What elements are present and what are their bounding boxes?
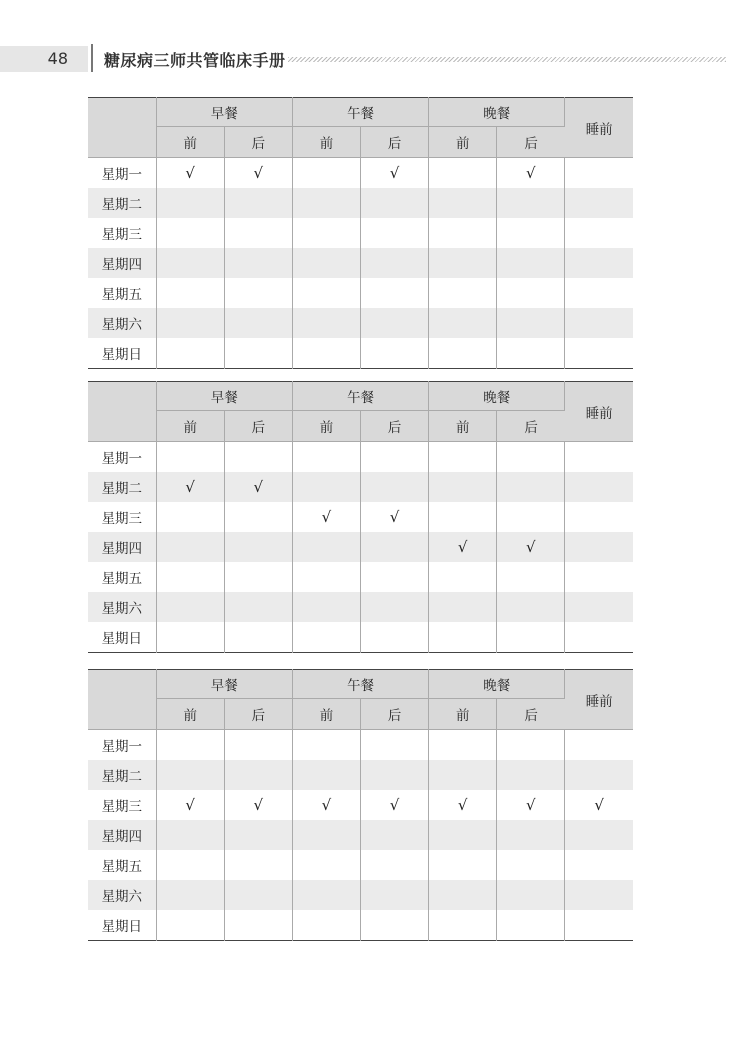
check-cell	[429, 158, 497, 189]
check-cell	[292, 158, 360, 189]
check-mark: √	[253, 796, 264, 814]
check-cell	[361, 820, 429, 850]
table-row	[88, 278, 633, 308]
check-cell	[156, 308, 224, 338]
check-cell	[224, 730, 292, 761]
check-cell	[292, 502, 360, 532]
check-cell	[224, 278, 292, 308]
header-divider	[91, 44, 93, 72]
check-cell	[292, 790, 360, 820]
check-cell	[292, 910, 360, 941]
check-cell	[224, 338, 292, 369]
check-cell	[292, 472, 360, 502]
day-label: 星期四	[88, 820, 156, 850]
day-label: 星期日	[88, 910, 156, 941]
check-cell	[497, 248, 565, 278]
check-cell	[361, 760, 429, 790]
table-row	[88, 850, 633, 880]
bedtime-header: 睡前	[565, 98, 633, 158]
check-cell	[565, 338, 633, 369]
check-cell	[361, 622, 429, 653]
table-row	[88, 308, 633, 338]
header-hatched-rule	[288, 57, 726, 62]
check-cell	[361, 308, 429, 338]
check-cell	[292, 308, 360, 338]
check-cell	[224, 790, 292, 820]
check-cell	[565, 850, 633, 880]
table-row	[88, 820, 633, 850]
check-cell	[224, 592, 292, 622]
check-cell	[292, 188, 360, 218]
table-row	[88, 472, 633, 502]
check-cell	[565, 880, 633, 910]
check-cell	[565, 760, 633, 790]
after-meal-header: 后	[361, 127, 429, 158]
day-label: 星期五	[88, 278, 156, 308]
check-mark: √	[253, 164, 264, 182]
table-row	[88, 248, 633, 278]
check-cell	[565, 218, 633, 248]
day-label: 星期二	[88, 472, 156, 502]
day-label: 星期三	[88, 502, 156, 532]
day-label: 星期五	[88, 562, 156, 592]
check-cell	[292, 850, 360, 880]
day-label: 星期一	[88, 442, 156, 473]
table-row	[88, 880, 633, 910]
check-cell	[565, 248, 633, 278]
meal-header: 晚餐	[429, 382, 565, 411]
check-cell	[565, 730, 633, 761]
check-cell	[565, 158, 633, 189]
check-cell	[361, 910, 429, 941]
day-label: 星期日	[88, 338, 156, 369]
check-cell	[224, 910, 292, 941]
running-header	[0, 42, 730, 76]
check-cell	[497, 158, 565, 189]
check-cell	[224, 218, 292, 248]
check-cell	[156, 820, 224, 850]
check-cell	[361, 248, 429, 278]
page-number-box	[0, 46, 88, 72]
check-cell	[565, 188, 633, 218]
check-cell	[497, 188, 565, 218]
check-cell	[224, 760, 292, 790]
check-cell	[361, 218, 429, 248]
check-cell	[292, 730, 360, 761]
check-cell	[361, 472, 429, 502]
check-cell	[429, 880, 497, 910]
check-cell	[429, 820, 497, 850]
after-meal-header: 后	[497, 699, 565, 730]
check-cell	[361, 338, 429, 369]
check-cell	[497, 730, 565, 761]
check-mark: √	[321, 796, 332, 814]
check-cell	[497, 442, 565, 473]
check-mark: √	[526, 796, 536, 814]
check-mark: √	[526, 164, 536, 182]
check-cell	[156, 338, 224, 369]
check-cell	[429, 248, 497, 278]
meal-header: 早餐	[156, 382, 292, 411]
table-row	[88, 622, 633, 653]
check-cell	[565, 910, 633, 941]
meal-header: 午餐	[292, 98, 428, 127]
day-label: 星期一	[88, 158, 156, 189]
check-cell	[497, 790, 565, 820]
before-meal-header: 前	[292, 127, 360, 158]
check-cell	[156, 502, 224, 532]
check-cell	[361, 592, 429, 622]
page-number: 48	[47, 49, 68, 68]
check-cell	[224, 472, 292, 502]
check-cell	[497, 820, 565, 850]
check-cell	[292, 532, 360, 562]
day-label: 星期六	[88, 880, 156, 910]
check-cell	[224, 562, 292, 592]
day-label: 星期六	[88, 308, 156, 338]
schedule-table-2	[88, 381, 633, 653]
check-cell	[156, 880, 224, 910]
before-meal-header: 前	[429, 411, 497, 442]
check-cell	[292, 562, 360, 592]
check-cell	[429, 442, 497, 473]
check-mark: √	[389, 796, 400, 814]
before-meal-header: 前	[292, 699, 360, 730]
check-mark: √	[185, 164, 195, 182]
meal-header: 早餐	[156, 98, 292, 127]
check-cell	[224, 820, 292, 850]
check-cell	[224, 532, 292, 562]
check-cell	[156, 248, 224, 278]
check-cell	[224, 502, 292, 532]
check-cell	[429, 218, 497, 248]
check-cell	[156, 622, 224, 653]
check-cell	[565, 592, 633, 622]
check-cell	[565, 502, 633, 532]
schedule-table-1	[88, 97, 633, 369]
check-cell	[497, 308, 565, 338]
check-cell	[361, 442, 429, 473]
before-meal-header: 前	[156, 411, 224, 442]
check-cell	[361, 502, 429, 532]
check-cell	[497, 592, 565, 622]
check-mark: √	[253, 478, 264, 496]
day-label: 星期一	[88, 730, 156, 761]
day-label: 星期五	[88, 850, 156, 880]
table-row	[88, 502, 633, 532]
check-cell	[429, 592, 497, 622]
before-meal-header: 前	[156, 127, 224, 158]
check-mark: √	[594, 796, 604, 814]
check-cell	[429, 760, 497, 790]
check-cell	[361, 790, 429, 820]
check-cell	[156, 188, 224, 218]
check-cell	[156, 472, 224, 502]
after-meal-header: 后	[361, 699, 429, 730]
table-row	[88, 188, 633, 218]
day-label: 星期三	[88, 790, 156, 820]
check-cell	[497, 850, 565, 880]
check-cell	[565, 278, 633, 308]
check-cell	[224, 850, 292, 880]
check-cell	[224, 442, 292, 473]
day-label: 星期三	[88, 218, 156, 248]
check-cell	[361, 562, 429, 592]
corner-cell	[88, 98, 156, 158]
day-label: 星期四	[88, 532, 156, 562]
check-cell	[156, 730, 224, 761]
check-cell	[429, 850, 497, 880]
day-label: 星期六	[88, 592, 156, 622]
before-meal-header: 前	[156, 699, 224, 730]
check-cell	[497, 622, 565, 653]
check-cell	[429, 338, 497, 369]
day-label: 星期四	[88, 248, 156, 278]
before-meal-header: 前	[429, 127, 497, 158]
meal-header: 午餐	[292, 670, 428, 699]
check-cell	[565, 820, 633, 850]
check-cell	[156, 850, 224, 880]
check-cell	[429, 562, 497, 592]
before-meal-header: 前	[292, 411, 360, 442]
check-cell	[156, 562, 224, 592]
check-cell	[429, 188, 497, 218]
check-cell	[292, 338, 360, 369]
check-cell	[361, 850, 429, 880]
table-row	[88, 442, 633, 473]
check-cell	[565, 532, 633, 562]
corner-cell	[88, 670, 156, 730]
table-row	[88, 338, 633, 369]
check-cell	[565, 790, 633, 820]
check-cell	[565, 442, 633, 473]
check-cell	[156, 218, 224, 248]
check-cell	[156, 790, 224, 820]
check-cell	[497, 502, 565, 532]
check-cell	[565, 472, 633, 502]
table-row	[88, 532, 633, 562]
check-mark: √	[457, 538, 468, 556]
check-cell	[361, 158, 429, 189]
table-row	[88, 760, 633, 790]
check-cell	[292, 442, 360, 473]
meal-header: 晚餐	[429, 98, 565, 127]
check-cell	[224, 158, 292, 189]
check-cell	[497, 760, 565, 790]
check-cell	[565, 622, 633, 653]
check-mark: √	[457, 796, 468, 814]
day-label: 星期二	[88, 760, 156, 790]
check-cell	[429, 532, 497, 562]
check-cell	[429, 502, 497, 532]
check-cell	[224, 880, 292, 910]
check-mark: √	[526, 538, 536, 556]
check-cell	[156, 532, 224, 562]
book-title: 糖尿病三师共管临床手册	[104, 51, 286, 70]
check-cell	[497, 532, 565, 562]
meal-header: 午餐	[292, 382, 428, 411]
bedtime-header: 睡前	[565, 382, 633, 442]
check-cell	[497, 472, 565, 502]
check-cell	[224, 188, 292, 218]
check-mark: √	[185, 796, 195, 814]
check-cell	[497, 278, 565, 308]
check-cell	[361, 730, 429, 761]
day-label: 星期二	[88, 188, 156, 218]
after-meal-header: 后	[497, 411, 565, 442]
check-cell	[497, 910, 565, 941]
check-cell	[156, 442, 224, 473]
check-cell	[361, 278, 429, 308]
check-cell	[292, 592, 360, 622]
check-cell	[429, 278, 497, 308]
after-meal-header: 后	[497, 127, 565, 158]
check-cell	[156, 910, 224, 941]
check-cell	[361, 188, 429, 218]
check-cell	[156, 760, 224, 790]
check-cell	[292, 218, 360, 248]
check-cell	[429, 910, 497, 941]
table-row	[88, 910, 633, 941]
check-cell	[292, 880, 360, 910]
check-cell	[156, 158, 224, 189]
after-meal-header: 后	[224, 127, 292, 158]
check-cell	[361, 532, 429, 562]
check-cell	[497, 880, 565, 910]
after-meal-header: 后	[361, 411, 429, 442]
check-cell	[497, 338, 565, 369]
table-row	[88, 218, 633, 248]
after-meal-header: 后	[224, 699, 292, 730]
check-mark: √	[389, 508, 400, 526]
check-cell	[224, 308, 292, 338]
schedule-table-3	[88, 669, 633, 941]
before-meal-header: 前	[429, 699, 497, 730]
check-cell	[292, 760, 360, 790]
corner-cell	[88, 382, 156, 442]
meal-header: 晚餐	[429, 670, 565, 699]
bedtime-header: 睡前	[565, 670, 633, 730]
check-cell	[292, 278, 360, 308]
table-row	[88, 562, 633, 592]
check-cell	[429, 730, 497, 761]
check-cell	[292, 820, 360, 850]
check-cell	[429, 622, 497, 653]
check-cell	[156, 278, 224, 308]
check-cell	[497, 562, 565, 592]
table-row	[88, 158, 633, 189]
check-cell	[497, 218, 565, 248]
check-cell	[224, 248, 292, 278]
check-mark: √	[185, 478, 195, 496]
table-row	[88, 592, 633, 622]
table-row	[88, 730, 633, 761]
day-label: 星期日	[88, 622, 156, 653]
check-cell	[292, 248, 360, 278]
check-mark: √	[389, 164, 400, 182]
table-row	[88, 790, 633, 820]
check-cell	[224, 622, 292, 653]
check-cell	[429, 790, 497, 820]
check-mark: √	[321, 508, 332, 526]
meal-header: 早餐	[156, 670, 292, 699]
check-cell	[565, 308, 633, 338]
after-meal-header: 后	[224, 411, 292, 442]
check-cell	[156, 592, 224, 622]
check-cell	[429, 472, 497, 502]
check-cell	[565, 562, 633, 592]
check-cell	[429, 308, 497, 338]
check-cell	[361, 880, 429, 910]
check-cell	[292, 622, 360, 653]
